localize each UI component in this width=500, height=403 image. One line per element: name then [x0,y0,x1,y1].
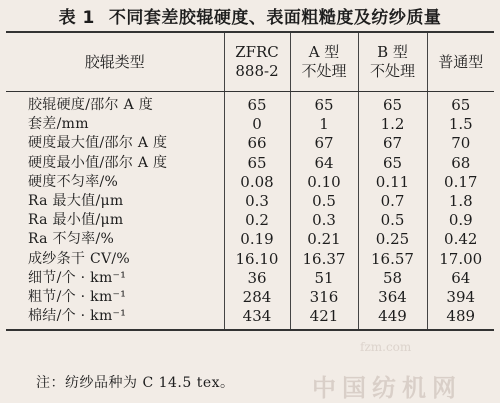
row-label: 硬度最大值/邵尔 A 度 [28,135,168,152]
table-cell: 0.3 [224,192,290,211]
table-cell: 0.7 [358,192,427,211]
table-cell: 65 [290,92,358,116]
column-header-line: A 型 [308,43,340,61]
table-cell: 0.11 [358,173,427,192]
table-cell: 0.9 [427,211,494,230]
table-row [6,173,494,192]
row-label: 硬度不匀率/% [28,173,119,190]
column-header-line: 胶辊类型 [84,52,145,71]
column-header-line: ZFRC [235,43,279,61]
column-header [427,32,494,92]
table-cell: 64 [290,154,358,173]
table-cell: 16.37 [290,250,358,269]
watermark: 中国纺机网 [312,373,462,402]
table-cell: 0.5 [290,192,358,211]
table-cell: 0.08 [224,173,290,192]
table-row [6,92,494,116]
table-title: 不同套差胶辊硬度、表面粗糙度及纺纱质量 [108,7,442,28]
table-cell: 1.8 [427,192,494,211]
table-row [6,115,494,134]
table-cell: 67 [358,134,427,153]
row-label: 细节/个 · km⁻¹ [28,269,127,286]
table-cell: 0.17 [427,173,494,192]
column-header-line: 不处理 [301,62,347,80]
table-cell: 67 [290,134,358,153]
table-cell: 16.10 [224,250,290,269]
table-row [6,211,494,230]
table-row [6,192,494,211]
table-cell: 64 [427,269,494,288]
table-cell: 65 [427,92,494,116]
table-row [6,269,494,288]
table-header [6,32,494,92]
table-cell: 434 [224,307,290,330]
row-label: 粗节/个 · km⁻¹ [28,289,127,306]
data-table [6,31,494,331]
table-cell: 0.3 [290,211,358,230]
table-cell: 316 [290,288,358,307]
table-cell: 1.5 [427,115,494,134]
table-cell: 0.25 [358,230,427,249]
row-label: 硬度最小值/邵尔 A 度 [28,154,168,171]
table-cell: 394 [427,288,494,307]
row-label: Ra 最小值/μm [28,212,124,229]
table-cell: 449 [358,307,427,330]
table-cell: 284 [224,288,290,307]
table-body [6,92,494,331]
table-cell: 421 [290,307,358,330]
table-note: 注：纺纱品种为 C 14.5 tex。 [36,375,235,391]
table-cell: 65 [224,92,290,116]
table-cell: 364 [358,288,427,307]
row-label: 胶辊硬度/邵尔 A 度 [28,97,154,113]
table-cell: 489 [427,307,494,330]
column-header [224,32,290,92]
table-cell: 17.00 [427,250,494,269]
table-cell: 68 [427,154,494,173]
table-caption [0,3,500,27]
column-header-line: B 型 [377,43,408,61]
table-cell: 58 [358,269,427,288]
table-cell: 0.42 [427,230,494,249]
table-cell: 70 [427,134,494,153]
row-label: 棉结/个 · km⁻¹ [6,307,224,330]
table-row [6,288,494,307]
table-number: 表 1 [58,7,95,28]
column-header-line: 普通型 [438,52,484,71]
column-header [6,32,224,92]
row-label: Ra 最大值/μm [28,193,124,210]
table-cell: 0.19 [224,230,290,249]
table-cell: 65 [358,92,427,116]
watermark-url: fzm.com [360,340,412,354]
column-header-line: 888-2 [235,62,279,80]
table-cell: 0.5 [358,211,427,230]
table-row [6,134,494,153]
table-cell: 16.57 [358,250,427,269]
row-label: 成纱条干 CV/% [28,250,130,267]
table-cell: 1 [290,115,358,134]
table-cell: 66 [224,134,290,153]
table-cell: 1.2 [358,115,427,134]
table-row [6,307,494,330]
table-cell: 65 [224,154,290,173]
table-cell: 65 [358,154,427,173]
column-header-line: 不处理 [369,62,415,80]
table-cell: 0.2 [224,211,290,230]
table-cell: 0 [224,115,290,134]
column-header [358,32,427,92]
column-header [290,32,358,92]
table-cell: 0.21 [290,230,358,249]
table-row [6,230,494,249]
table-row [6,250,494,269]
row-label: Ra 不匀率/% [28,231,115,248]
table-cell: 51 [290,269,358,288]
row-label: 套差/mm [28,116,89,133]
table-row [6,154,494,173]
table-cell: 0.10 [290,173,358,192]
table-cell: 36 [224,269,290,288]
